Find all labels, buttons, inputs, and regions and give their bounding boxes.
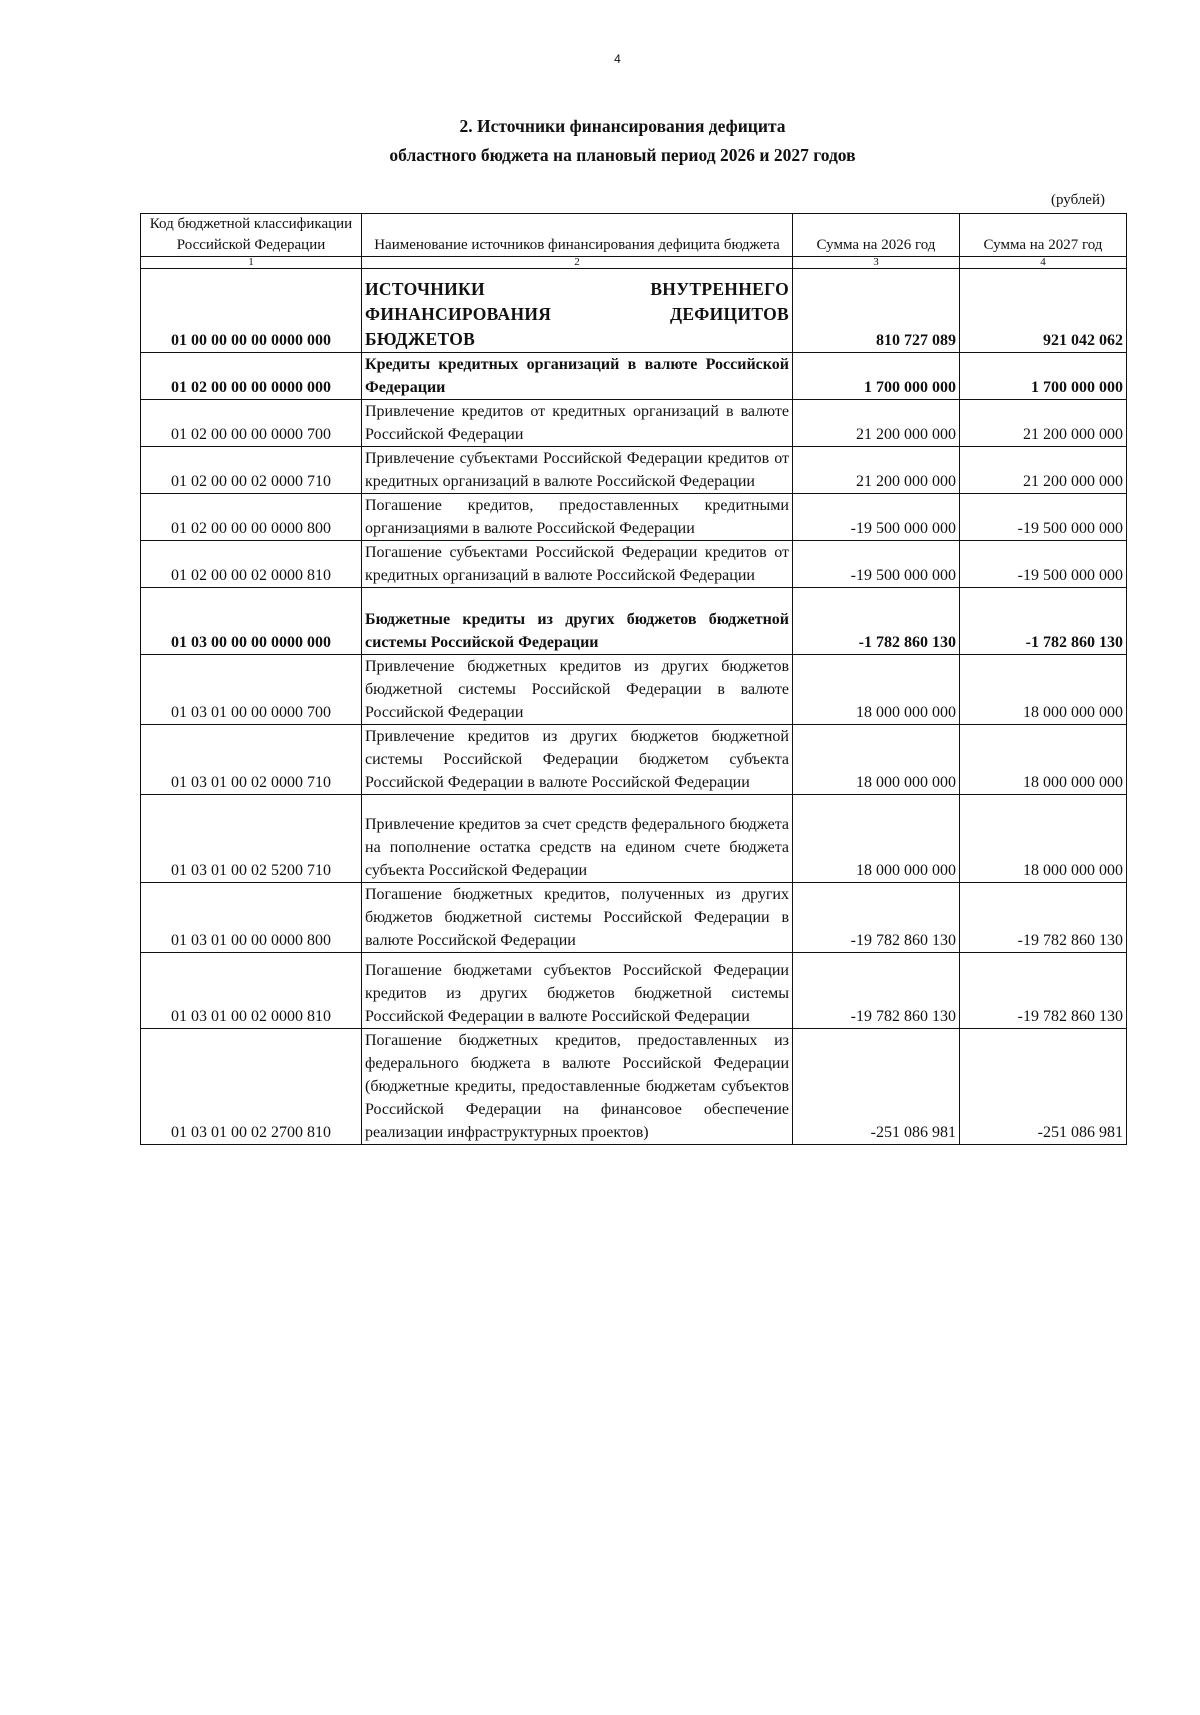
table-row (141, 883, 1127, 953)
row-name: Бюджетные кредиты из других бюджетов бюджетной системы Российской Федерации (362, 588, 793, 655)
column-number: 3 (793, 257, 960, 269)
row-sum-2027: -251 086 981 (960, 1029, 1127, 1145)
row-sum-2026: -1 782 860 130 (793, 588, 960, 655)
row-name: ИСТОЧНИКИ ВНУТРЕННЕГО ФИНАНСИРОВАНИЯ ДЕФИЦИТОВ БЮДЖЕТОВ (362, 269, 793, 353)
table-row (141, 795, 1127, 883)
row-sum-2026: 18 000 000 000 (793, 655, 960, 725)
row-sum-2027: 21 200 000 000 (960, 447, 1127, 494)
row-code: 01 02 00 00 00 0000 800 (141, 494, 362, 541)
title-line-2: областного бюджета на плановый период 2026 и 2027 годов (389, 145, 856, 165)
row-code: 01 03 01 00 02 2700 810 (141, 1029, 362, 1145)
row-code: 01 03 01 00 02 5200 710 (141, 795, 362, 883)
row-sum-2027: 18 000 000 000 (960, 655, 1127, 725)
header-code: Код бюджетной классификации Российской Федерации (141, 214, 362, 257)
table-row (141, 353, 1127, 400)
row-name: Привлечение бюджетных кредитов из других бюджетов бюджетной системы Российской Федерации в валюте Российской Федерации (362, 655, 793, 725)
row-code: 01 02 00 00 02 0000 810 (141, 541, 362, 588)
title-line-1: 2. Источники финансирования дефицита (459, 116, 786, 136)
header-sum-2026: Сумма на 2026 год (793, 214, 960, 257)
page-title (0, 112, 1200, 170)
row-name: Погашение бюджетных кредитов, полученных из других бюджетов бюджетной системы Российской Федерации в валюте Российской Федерации (362, 883, 793, 953)
page-number: 4 (614, 52, 621, 66)
row-code: 01 02 00 00 02 0000 710 (141, 447, 362, 494)
row-sum-2026: -251 086 981 (793, 1029, 960, 1145)
row-sum-2026: 810 727 089 (793, 269, 960, 353)
table-row (141, 588, 1127, 655)
row-code: 01 00 00 00 00 0000 000 (141, 269, 362, 353)
row-name: Привлечение кредитов за счет средств федерального бюджета на пополнение остатка средств на едином счете бюджета субъекта Российской Федерации (362, 795, 793, 883)
row-code: 01 03 01 00 02 0000 810 (141, 953, 362, 1029)
table-row (141, 725, 1127, 795)
row-sum-2026: 21 200 000 000 (793, 447, 960, 494)
row-code: 01 03 01 00 00 0000 800 (141, 883, 362, 953)
row-code: 01 03 01 00 02 0000 710 (141, 725, 362, 795)
row-name: Погашение субъектами Российской Федерации кредитов от кредитных организаций в валюте Российской Федерации (362, 541, 793, 588)
row-sum-2027: 1 700 000 000 (960, 353, 1127, 400)
row-sum-2026: -19 782 860 130 (793, 883, 960, 953)
row-code: 01 03 00 00 00 0000 000 (141, 588, 362, 655)
row-name: Погашение кредитов, предоставленных кредитными организациями в валюте Российской Федерации (362, 494, 793, 541)
row-sum-2027: -19 782 860 130 (960, 883, 1127, 953)
row-sum-2027: 21 200 000 000 (960, 400, 1127, 447)
row-name: Привлечение кредитов из других бюджетов бюджетной системы Российской Федерации бюджетом субъекта Российской Федерации в валюте Российской Федерации (362, 725, 793, 795)
column-number: 4 (960, 257, 1127, 269)
column-number: 2 (362, 257, 793, 269)
financing-sources-table (140, 213, 1127, 1145)
table-header-row (141, 214, 1127, 257)
row-sum-2026: -19 500 000 000 (793, 494, 960, 541)
table-row (141, 953, 1127, 1029)
row-code: 01 02 00 00 00 0000 700 (141, 400, 362, 447)
row-sum-2027: -19 500 000 000 (960, 494, 1127, 541)
row-name: Погашение бюджетами субъектов Российской Федерации кредитов из других бюджетов бюджетной системы Российской Федерации в валюте Российской Федерации (362, 953, 793, 1029)
row-name: Кредиты кредитных организаций в валюте Российской Федерации (362, 353, 793, 400)
table-row (141, 541, 1127, 588)
row-sum-2026: 18 000 000 000 (793, 795, 960, 883)
row-sum-2026: 21 200 000 000 (793, 400, 960, 447)
table-row (141, 655, 1127, 725)
table-row (141, 447, 1127, 494)
table-row (141, 400, 1127, 447)
header-name: Наименование источников финансирования дефицита бюджета (362, 214, 793, 257)
column-number: 1 (141, 257, 362, 269)
row-code: 01 03 01 00 00 0000 700 (141, 655, 362, 725)
row-name: Привлечение кредитов от кредитных организаций в валюте Российской Федерации (362, 400, 793, 447)
row-name: Привлечение субъектами Российской Федерации кредитов от кредитных организаций в валюте Российской Федерации (362, 447, 793, 494)
row-sum-2026: 18 000 000 000 (793, 725, 960, 795)
row-sum-2027: 921 042 062 (960, 269, 1127, 353)
row-sum-2027: -1 782 860 130 (960, 588, 1127, 655)
row-sum-2026: -19 782 860 130 (793, 953, 960, 1029)
header-sum-2027: Сумма на 2027 год (960, 214, 1127, 257)
row-name: Погашение бюджетных кредитов, предоставленных из федерального бюджета в валюте Российской Федерации (бюджетные кредиты, предоставленные бюджетам субъектов Российской Федерации на финансовое обеспечение реализации инфраструктурных проектов) (362, 1029, 793, 1145)
row-sum-2027: -19 782 860 130 (960, 953, 1127, 1029)
row-code: 01 02 00 00 00 0000 000 (141, 353, 362, 400)
row-sum-2027: -19 500 000 000 (960, 541, 1127, 588)
row-sum-2027: 18 000 000 000 (960, 795, 1127, 883)
row-sum-2027: 18 000 000 000 (960, 725, 1127, 795)
table-row (141, 269, 1127, 353)
table-row (141, 1029, 1127, 1145)
unit-label: (рублей) (1050, 192, 1105, 208)
column-number-row (141, 257, 1127, 269)
table-row (141, 494, 1127, 541)
row-sum-2026: -19 500 000 000 (793, 541, 960, 588)
row-sum-2026: 1 700 000 000 (793, 353, 960, 400)
